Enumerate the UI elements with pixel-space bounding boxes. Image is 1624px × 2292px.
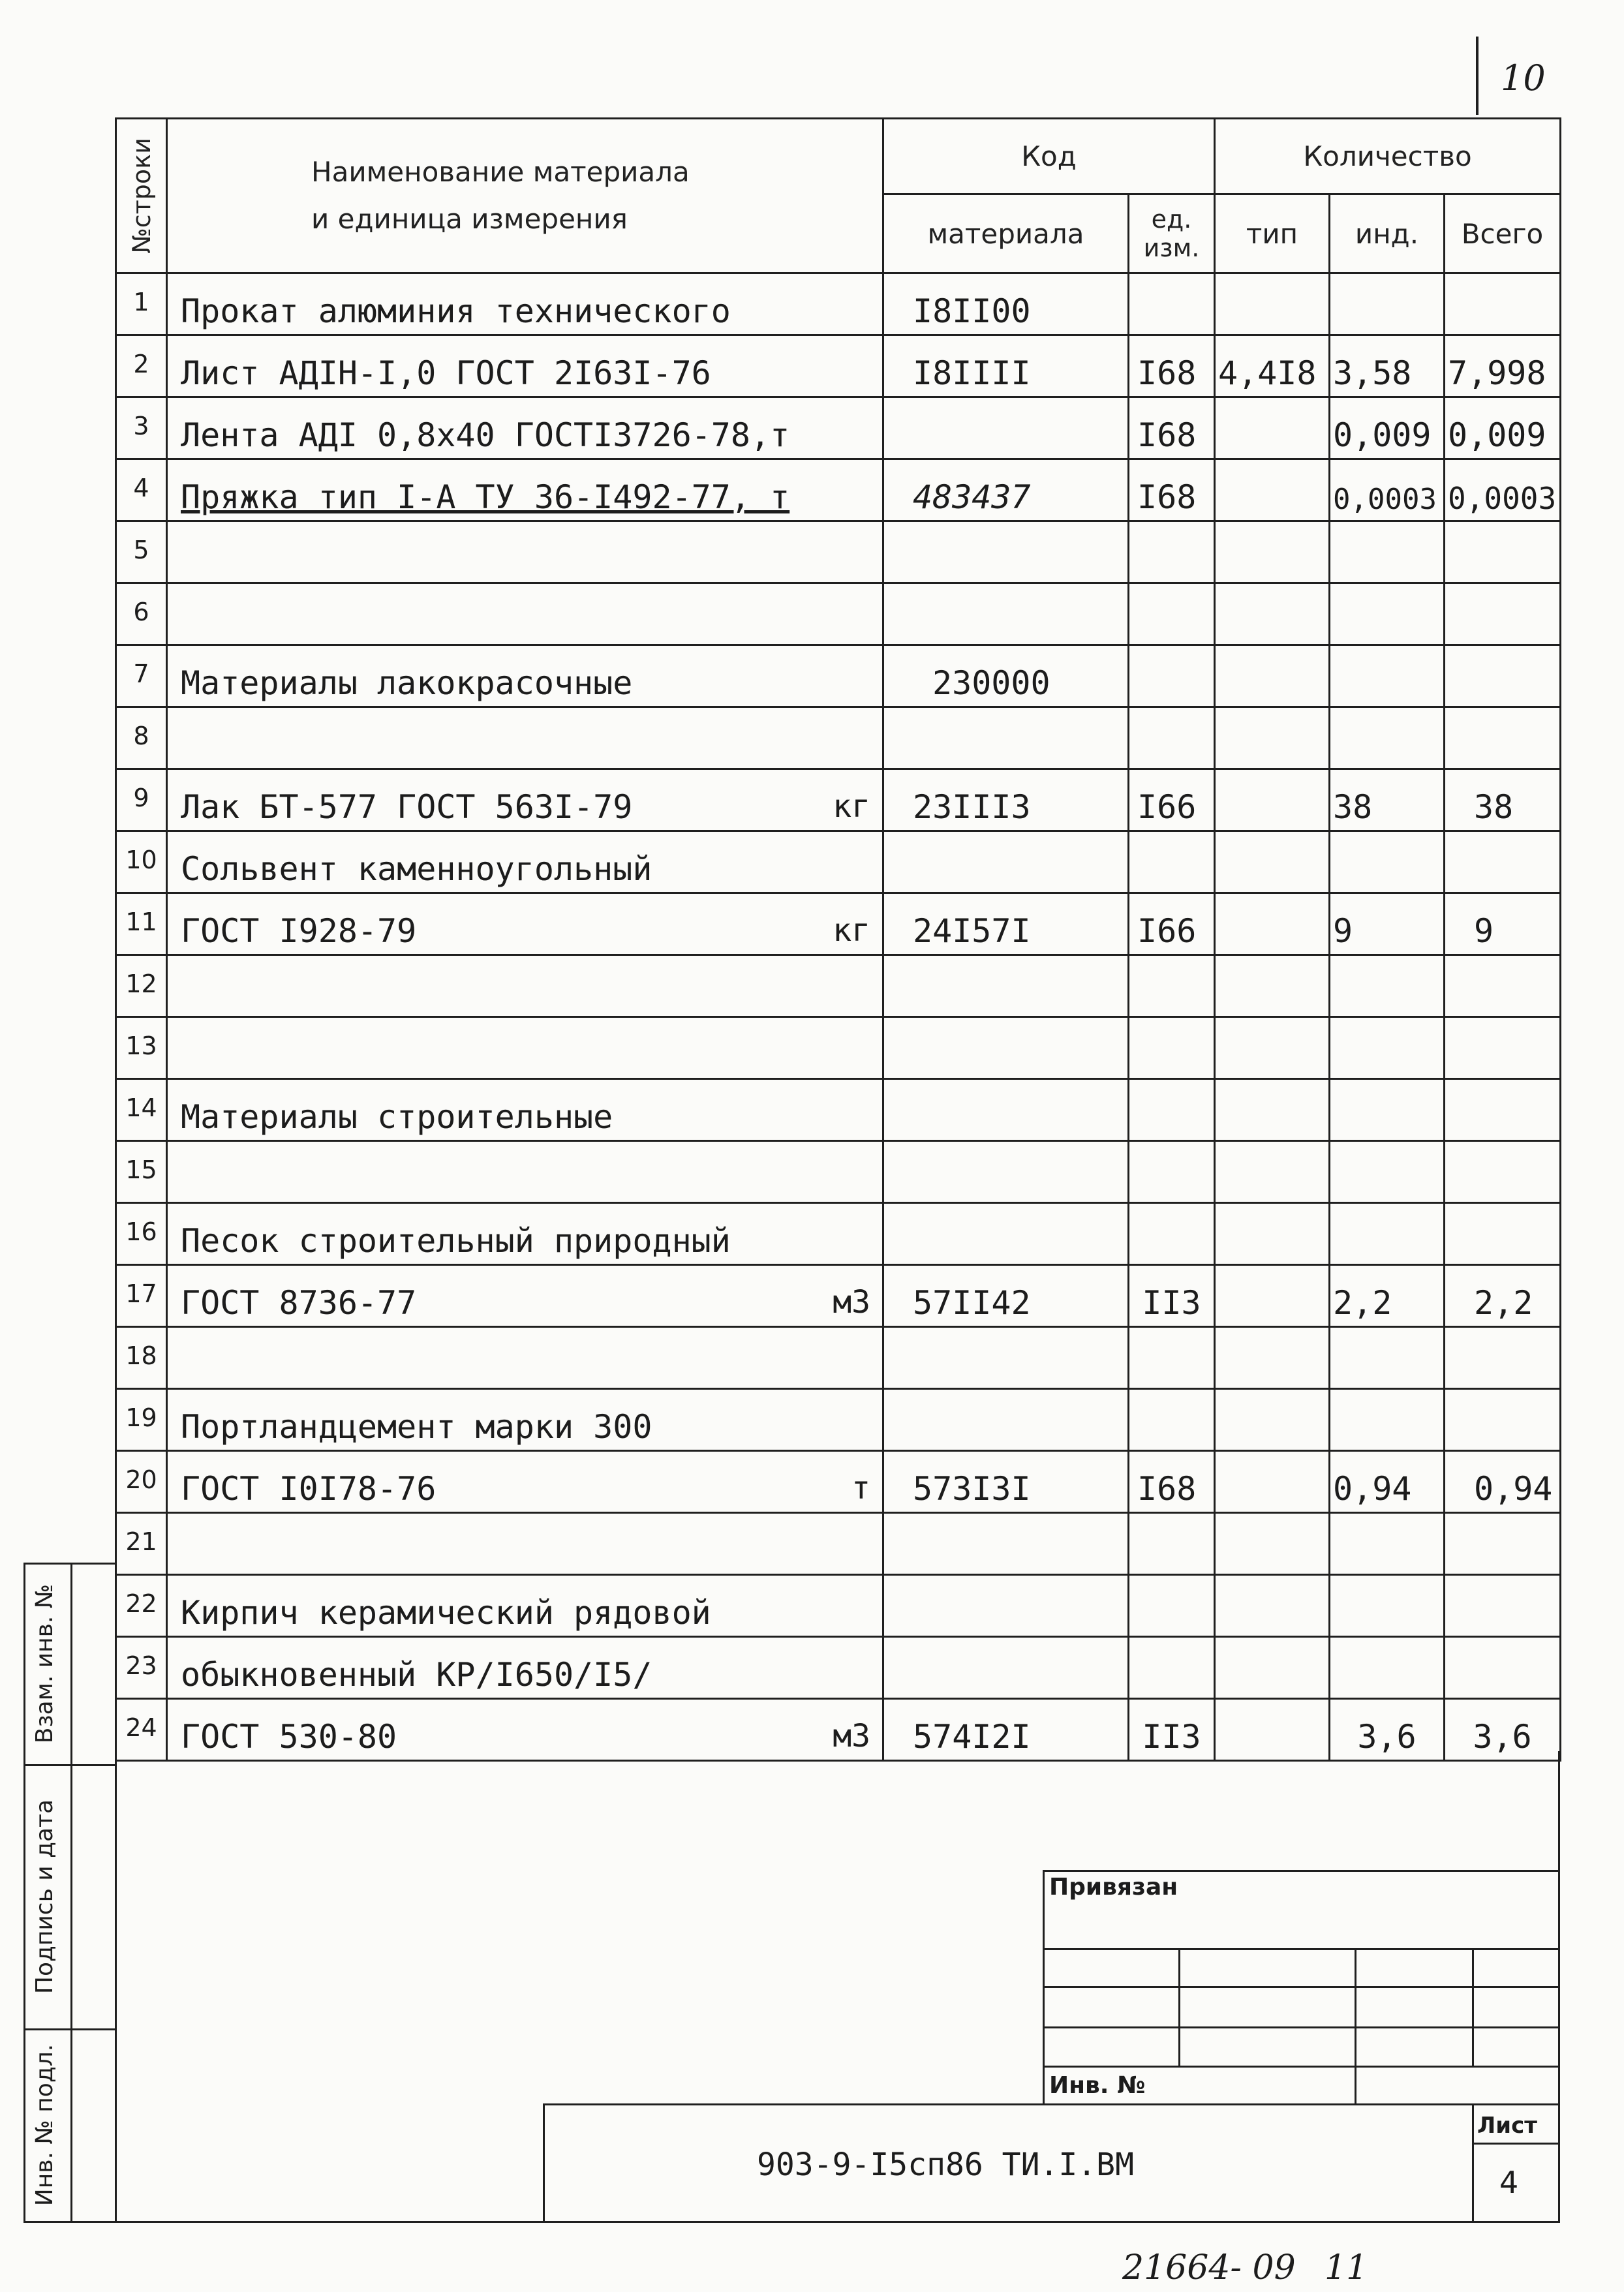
qty-individual (1330, 831, 1445, 893)
row-number: 11 (116, 893, 167, 955)
material-code: 483437 (883, 459, 1129, 521)
material-name (167, 769, 883, 831)
unit-code (1129, 707, 1215, 769)
qty-total: 0,94 (1445, 1451, 1561, 1513)
unit-code (1129, 831, 1215, 893)
material-code: I8II00 (883, 273, 1129, 335)
material-name (167, 1699, 883, 1761)
qty-total: 0,0003 (1445, 459, 1561, 521)
qty-total (1445, 1327, 1561, 1389)
qty-total (1445, 1389, 1561, 1451)
qty-total: 2,2 (1445, 1265, 1561, 1327)
unit-code: I68 (1129, 397, 1215, 459)
row-number: 22 (116, 1575, 167, 1637)
qty-type (1215, 397, 1330, 459)
unit-code (1129, 1141, 1215, 1203)
page-margin-mark (1476, 37, 1478, 115)
qty-type (1215, 1699, 1330, 1761)
row-number: 20 (116, 1451, 167, 1513)
frame-bottom-line (115, 2221, 1560, 2223)
table-row (116, 645, 1561, 707)
qty-individual (1330, 1141, 1445, 1203)
material-code (883, 1203, 1129, 1265)
row-number: 14 (116, 1079, 167, 1141)
table-row (116, 1637, 1561, 1699)
linked-grid-h4 (1043, 2066, 1558, 2068)
material-name-text: Лист АДIН-I,0 ГОСТ 2I63I-76 (181, 354, 711, 392)
unit-code (1129, 1637, 1215, 1699)
qty-individual: 0,94 (1330, 1451, 1445, 1513)
linked-grid-h2 (1043, 1986, 1558, 1988)
material-name (167, 521, 883, 583)
material-name-text: Песок строительный природный (181, 1222, 731, 1260)
header-material-code: материала (883, 194, 1129, 273)
row-number: 17 (116, 1265, 167, 1327)
header-name-line1: Наименование материала (311, 156, 690, 188)
sheet-label: Лист (1477, 2113, 1537, 2139)
header-unit (1129, 194, 1215, 273)
frame-left-line (115, 1751, 117, 2222)
inventory-number-label: Инв. № (1049, 2072, 1146, 2099)
qty-type: 4,4I8 (1215, 335, 1330, 397)
linked-grid-v1 (1178, 1948, 1180, 2066)
material-code (883, 1637, 1129, 1699)
row-number: 19 (116, 1389, 167, 1451)
qty-type (1215, 707, 1330, 769)
qty-total (1445, 1575, 1561, 1637)
side-stamp-divider-1 (23, 1764, 115, 1766)
side-stamp-inner-line (70, 1563, 72, 2223)
document-code: 903-9-I5сп86 ТИ.I.ВМ (757, 2147, 1134, 2183)
frame-right-line (1558, 1751, 1560, 2222)
row-number: 7 (116, 645, 167, 707)
linked-grid-h3 (1043, 2026, 1558, 2028)
original-inventory-label: Инв. № подл. (31, 2043, 58, 2207)
material-unit: м3 (833, 1284, 870, 1321)
material-name-text: обыкновенный КР/I650/I5/ (181, 1656, 652, 1694)
header-material-name (167, 119, 883, 273)
unit-code (1129, 955, 1215, 1017)
qty-individual: 38 (1330, 769, 1445, 831)
table-row (116, 1017, 1561, 1079)
material-code (883, 707, 1129, 769)
qty-individual (1330, 273, 1445, 335)
material-name (167, 1203, 883, 1265)
signature-date-label: Подпись и дата (31, 1799, 58, 1994)
material-name-text: Прокат алюминия технического (181, 292, 731, 330)
material-name (167, 1389, 883, 1451)
materials-table (115, 117, 1561, 1762)
qty-type (1215, 769, 1330, 831)
material-code: 573I3I (883, 1451, 1129, 1513)
qty-individual (1330, 1017, 1445, 1079)
unit-code (1129, 1017, 1215, 1079)
material-unit: м3 (833, 1718, 870, 1754)
material-code (883, 1079, 1129, 1141)
row-number: 15 (116, 1141, 167, 1203)
qty-total: 3,6 (1445, 1699, 1561, 1761)
material-unit: т (851, 1470, 870, 1506)
linked-grid-h1 (1043, 1948, 1558, 1950)
header-row-number: №строки (116, 119, 167, 273)
unit-code (1129, 583, 1215, 645)
row-number: 18 (116, 1327, 167, 1389)
title-block-top-line (543, 2103, 1558, 2105)
qty-type (1215, 1141, 1330, 1203)
sheet-box-left-line (1472, 2103, 1474, 2222)
material-code: 57II42 (883, 1265, 1129, 1327)
row-number: 3 (116, 397, 167, 459)
qty-individual (1330, 1079, 1445, 1141)
material-name-text: Портландцемент марки 300 (181, 1408, 652, 1446)
linked-grid-v2 (1355, 1948, 1356, 2105)
table-row (116, 273, 1561, 335)
material-name-text: Кирпич керамический рядовой (181, 1594, 711, 1632)
qty-total (1445, 707, 1561, 769)
material-name-text: Сольвент каменноугольный (181, 850, 652, 888)
footer-archive-number: 21664- 09 (1122, 2248, 1296, 2287)
unit-code (1129, 273, 1215, 335)
material-name (167, 955, 883, 1017)
table-row (116, 1699, 1561, 1761)
qty-individual (1330, 583, 1445, 645)
header-name-line2: и единица измерения (311, 203, 628, 235)
unit-code: I66 (1129, 769, 1215, 831)
qty-total (1445, 1513, 1561, 1575)
table-row (116, 1079, 1561, 1141)
row-number: 13 (116, 1017, 167, 1079)
qty-type (1215, 1575, 1330, 1637)
table-row (116, 397, 1561, 459)
material-name-text: ГОСТ I928-79 (181, 912, 417, 950)
header-total: Всего (1445, 194, 1561, 273)
material-name (167, 583, 883, 645)
table-row (116, 955, 1561, 1017)
linked-block-top-line (1043, 1870, 1558, 1872)
header-quantity: Количество (1215, 119, 1561, 194)
qty-individual (1330, 1637, 1445, 1699)
material-name-text: ГОСТ I0I78-76 (181, 1470, 437, 1508)
material-name (167, 893, 883, 955)
qty-individual: 0,0003 (1330, 459, 1445, 521)
unit-code (1129, 521, 1215, 583)
table-row (116, 831, 1561, 893)
header-type: тип (1215, 194, 1330, 273)
row-number: 6 (116, 583, 167, 645)
qty-type (1215, 645, 1330, 707)
replaced-inventory-label: Взам. инв. № (31, 1583, 58, 1744)
unit-code: I68 (1129, 335, 1215, 397)
qty-individual: 3,58 (1330, 335, 1445, 397)
unit-code (1129, 1079, 1215, 1141)
header-individual: инд. (1330, 194, 1445, 273)
table-row (116, 1513, 1561, 1575)
qty-individual (1330, 1389, 1445, 1451)
material-code: 574I2I (883, 1699, 1129, 1761)
material-code (883, 1327, 1129, 1389)
qty-type (1215, 1389, 1330, 1451)
material-name (167, 1265, 883, 1327)
table-row (116, 1389, 1561, 1451)
qty-individual: 3,6 (1330, 1699, 1445, 1761)
unit-code (1129, 1575, 1215, 1637)
material-code: 230000 (883, 645, 1129, 707)
material-code: 23III3 (883, 769, 1129, 831)
row-number: 23 (116, 1637, 167, 1699)
unit-code (1129, 1513, 1215, 1575)
sheet-box-divider (1472, 2143, 1558, 2145)
qty-total: 9 (1445, 893, 1561, 955)
material-name (167, 459, 883, 521)
side-stamp-top-line (23, 1563, 115, 1565)
material-code: I8IIII (883, 335, 1129, 397)
material-name (167, 1141, 883, 1203)
material-name (167, 1327, 883, 1389)
material-name (167, 1637, 883, 1699)
unit-code: I68 (1129, 459, 1215, 521)
qty-type (1215, 583, 1330, 645)
row-number: 5 (116, 521, 167, 583)
qty-type (1215, 521, 1330, 583)
unit-code: II3 (1129, 1265, 1215, 1327)
table-row (116, 459, 1561, 521)
qty-individual (1330, 521, 1445, 583)
row-number: 8 (116, 707, 167, 769)
qty-individual (1330, 1203, 1445, 1265)
material-code (883, 831, 1129, 893)
material-name (167, 1575, 883, 1637)
qty-individual (1330, 1327, 1445, 1389)
unit-code: I68 (1129, 1451, 1215, 1513)
qty-type (1215, 893, 1330, 955)
material-name (167, 1451, 883, 1513)
header-unit-line1: ед. (1151, 205, 1192, 234)
material-code (883, 1389, 1129, 1451)
qty-individual (1330, 1513, 1445, 1575)
material-name-text: Материалы лакокрасочные (181, 664, 633, 702)
qty-total (1445, 1203, 1561, 1265)
unit-code (1129, 645, 1215, 707)
qty-type (1215, 1017, 1330, 1079)
table-row (116, 521, 1561, 583)
qty-total (1445, 1637, 1561, 1699)
side-stamp-outer-line (23, 1563, 25, 2223)
table-row (116, 583, 1561, 645)
footer-page-number: 11 (1325, 2248, 1368, 2287)
table-row (116, 1203, 1561, 1265)
material-name-text: Лак БТ-577 ГОСТ 563I-79 (181, 788, 633, 826)
qty-individual (1330, 707, 1445, 769)
material-code (883, 583, 1129, 645)
row-number: 4 (116, 459, 167, 521)
material-code (883, 1575, 1129, 1637)
linked-grid-v3 (1472, 1948, 1474, 2066)
header-unit-line2: изм. (1143, 234, 1200, 262)
unit-code: II3 (1129, 1699, 1215, 1761)
material-name (167, 1017, 883, 1079)
qty-type (1215, 1327, 1330, 1389)
qty-individual: 9 (1330, 893, 1445, 955)
qty-individual: 0,009 (1330, 397, 1445, 459)
row-number: 2 (116, 335, 167, 397)
table-row (116, 1575, 1561, 1637)
table-row (116, 707, 1561, 769)
sheet-value: 4 (1499, 2165, 1519, 2200)
qty-total (1445, 521, 1561, 583)
table-row (116, 1327, 1561, 1389)
qty-individual (1330, 645, 1445, 707)
qty-type (1215, 1265, 1330, 1327)
qty-type (1215, 1637, 1330, 1699)
qty-total (1445, 1079, 1561, 1141)
material-name (167, 645, 883, 707)
material-name (167, 1079, 883, 1141)
title-block-left-line (543, 2103, 545, 2222)
table-row (116, 1451, 1561, 1513)
material-name-text: ГОСТ 530-80 (181, 1718, 397, 1756)
material-code (883, 1513, 1129, 1575)
qty-type (1215, 273, 1330, 335)
material-unit: кг (833, 788, 870, 825)
material-unit: кг (833, 912, 870, 949)
qty-total (1445, 831, 1561, 893)
table-row (116, 335, 1561, 397)
table-row (116, 893, 1561, 955)
row-number: 12 (116, 955, 167, 1017)
row-number: 24 (116, 1699, 167, 1761)
material-name (167, 707, 883, 769)
qty-total (1445, 1141, 1561, 1203)
material-name (167, 831, 883, 893)
qty-type (1215, 1079, 1330, 1141)
row-number: 21 (116, 1513, 167, 1575)
material-name (167, 335, 883, 397)
qty-total (1445, 645, 1561, 707)
qty-total: 38 (1445, 769, 1561, 831)
material-name-text: ГОСТ 8736-77 (181, 1284, 417, 1322)
qty-type (1215, 831, 1330, 893)
table-row (116, 1141, 1561, 1203)
material-name-text: Материалы строительные (181, 1098, 613, 1136)
header-code: Код (883, 119, 1215, 194)
table-row (116, 1265, 1561, 1327)
unit-code (1129, 1327, 1215, 1389)
row-number: 1 (116, 273, 167, 335)
qty-type (1215, 1203, 1330, 1265)
material-name (167, 397, 883, 459)
qty-type (1215, 955, 1330, 1017)
material-name-text: Лента АДI 0,8x40 ГОСТI3726-78,т (181, 416, 790, 454)
unit-code (1129, 1389, 1215, 1451)
row-number: 16 (116, 1203, 167, 1265)
qty-total: 7,998 (1445, 335, 1561, 397)
material-code (883, 521, 1129, 583)
row-number: 9 (116, 769, 167, 831)
qty-total (1445, 1017, 1561, 1079)
material-code (883, 955, 1129, 1017)
material-name (167, 1513, 883, 1575)
qty-total: 0,009 (1445, 397, 1561, 459)
material-code (883, 397, 1129, 459)
material-code (883, 1017, 1129, 1079)
qty-individual (1330, 1575, 1445, 1637)
qty-individual (1330, 955, 1445, 1017)
material-name (167, 273, 883, 335)
qty-individual: 2,2 (1330, 1265, 1445, 1327)
qty-type (1215, 1451, 1330, 1513)
unit-code: I66 (1129, 893, 1215, 955)
sheet-number: 10 (1501, 57, 1546, 99)
qty-total (1445, 583, 1561, 645)
linked-label: Привязан (1049, 1874, 1178, 1901)
qty-total (1445, 955, 1561, 1017)
qty-type (1215, 459, 1330, 521)
qty-type (1215, 1513, 1330, 1575)
material-code: 24I57I (883, 893, 1129, 955)
table-row (116, 769, 1561, 831)
row-number: 10 (116, 831, 167, 893)
qty-total (1445, 273, 1561, 335)
material-name-text: Пряжка тип I-А ТУ 36-I492-77, т (181, 478, 790, 516)
unit-code (1129, 1203, 1215, 1265)
material-code (883, 1141, 1129, 1203)
